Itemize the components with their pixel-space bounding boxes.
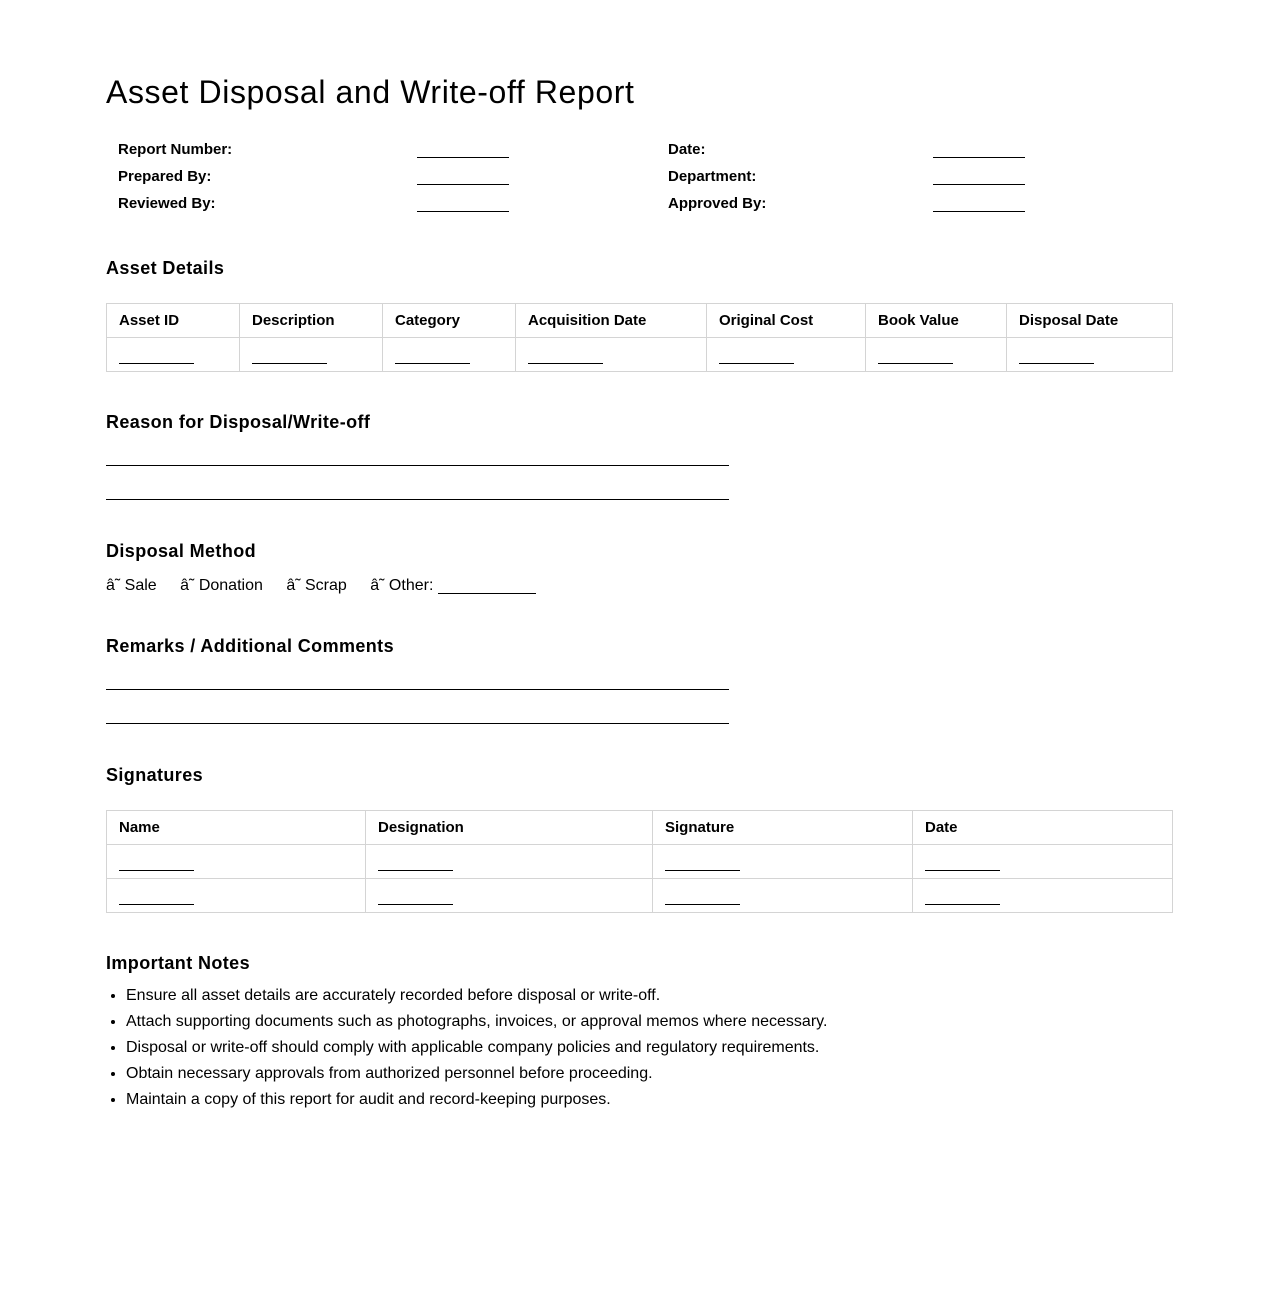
signature-field[interactable]	[665, 895, 740, 905]
date-label: Date:	[668, 141, 706, 158]
table-cell	[653, 845, 913, 879]
reason-heading: Reason for Disposal/Write-off	[106, 412, 371, 432]
signatures-heading: Signatures	[106, 765, 204, 785]
table-cell	[240, 338, 383, 372]
list-item: • Maintain a copy of this report for audit and record-keeping purposes.	[126, 1090, 827, 1116]
column-header-acquisition-date: Acquisition Date	[516, 304, 707, 338]
name-field[interactable]	[119, 895, 194, 905]
table-header-row	[107, 304, 1173, 338]
description-field[interactable]	[252, 354, 327, 364]
column-header-category: Category	[383, 304, 516, 338]
column-header-signature: Signature	[653, 811, 913, 845]
meta-row	[106, 168, 1172, 195]
table-cell	[866, 338, 1007, 372]
notes-list	[106, 986, 827, 1116]
table-cell	[1007, 338, 1173, 372]
disposal-date-field[interactable]	[1019, 354, 1094, 364]
approved-by-field[interactable]	[933, 195, 1025, 212]
report-number-field[interactable]	[417, 141, 509, 158]
option-donation[interactable]: â˜ Donation	[180, 577, 263, 594]
meta-row	[106, 195, 1172, 222]
reason-line[interactable]	[106, 499, 729, 500]
approved-by-label: Approved By:	[668, 195, 767, 212]
signatures-table	[106, 810, 1173, 913]
remarks-heading: Remarks / Additional Comments	[106, 636, 394, 656]
notes-heading: Important Notes	[106, 953, 251, 973]
category-field[interactable]	[395, 354, 470, 364]
disposal-method-heading: Disposal Method	[106, 541, 257, 561]
table-cell	[107, 879, 366, 913]
reason-line[interactable]	[106, 465, 729, 466]
name-field[interactable]	[119, 861, 194, 871]
disposal-method-options	[106, 577, 536, 595]
list-item: • Attach supporting documents such as photographs, invoices, or approval memos where necessary.	[126, 1012, 827, 1038]
column-header-book-value: Book Value	[866, 304, 1007, 338]
acquisition-date-field[interactable]	[528, 354, 603, 364]
meta-row	[106, 141, 1172, 168]
column-header-asset-id: Asset ID	[107, 304, 240, 338]
remarks-line[interactable]	[106, 689, 729, 690]
asset-details-table	[106, 303, 1173, 372]
reviewed-by-label: Reviewed By:	[118, 195, 216, 212]
column-header-designation: Designation	[366, 811, 653, 845]
table-cell	[913, 845, 1173, 879]
page-title: Asset Disposal and Write-off Report	[106, 74, 635, 110]
book-value-field[interactable]	[878, 354, 953, 364]
table-cell	[107, 338, 240, 372]
option-other[interactable]: â˜ Other:	[370, 577, 434, 594]
signature-field[interactable]	[665, 861, 740, 871]
column-header-original-cost: Original Cost	[707, 304, 866, 338]
table-cell	[707, 338, 866, 372]
designation-field[interactable]	[378, 895, 453, 905]
table-cell	[913, 879, 1173, 913]
column-header-disposal-date: Disposal Date	[1007, 304, 1173, 338]
table-cell	[653, 879, 913, 913]
department-field[interactable]	[933, 168, 1025, 185]
option-sale[interactable]: â˜ Sale	[106, 577, 157, 594]
designation-field[interactable]	[378, 861, 453, 871]
prepared-by-field[interactable]	[417, 168, 509, 185]
report-meta	[106, 141, 1172, 222]
table-cell	[107, 845, 366, 879]
remarks-line[interactable]	[106, 723, 729, 724]
option-scrap[interactable]: â˜ Scrap	[286, 577, 347, 594]
column-header-date: Date	[913, 811, 1173, 845]
date-field[interactable]	[925, 895, 1000, 905]
asset-id-field[interactable]	[119, 354, 194, 364]
other-field[interactable]	[438, 577, 536, 594]
date-field[interactable]	[933, 141, 1025, 158]
table-cell	[366, 845, 653, 879]
list-item: • Ensure all asset details are accurately recorded before disposal or write-off.	[126, 986, 827, 1012]
table-cell	[383, 338, 516, 372]
list-item: • Disposal or write-off should comply with applicable company policies and regulatory requirements.	[126, 1038, 827, 1064]
reviewed-by-field[interactable]	[417, 195, 509, 212]
column-header-name: Name	[107, 811, 366, 845]
column-header-description: Description	[240, 304, 383, 338]
date-field[interactable]	[925, 861, 1000, 871]
table-row	[107, 338, 1173, 372]
original-cost-field[interactable]	[719, 354, 794, 364]
table-header-row	[107, 811, 1173, 845]
asset-details-heading: Asset Details	[106, 258, 225, 278]
table-row	[107, 879, 1173, 913]
report-number-label: Report Number:	[118, 141, 233, 158]
department-label: Department:	[668, 168, 757, 185]
table-row	[107, 845, 1173, 879]
table-cell	[516, 338, 707, 372]
prepared-by-label: Prepared By:	[118, 168, 212, 185]
table-cell	[366, 879, 653, 913]
list-item: • Obtain necessary approvals from authorized personnel before proceeding.	[126, 1064, 827, 1090]
